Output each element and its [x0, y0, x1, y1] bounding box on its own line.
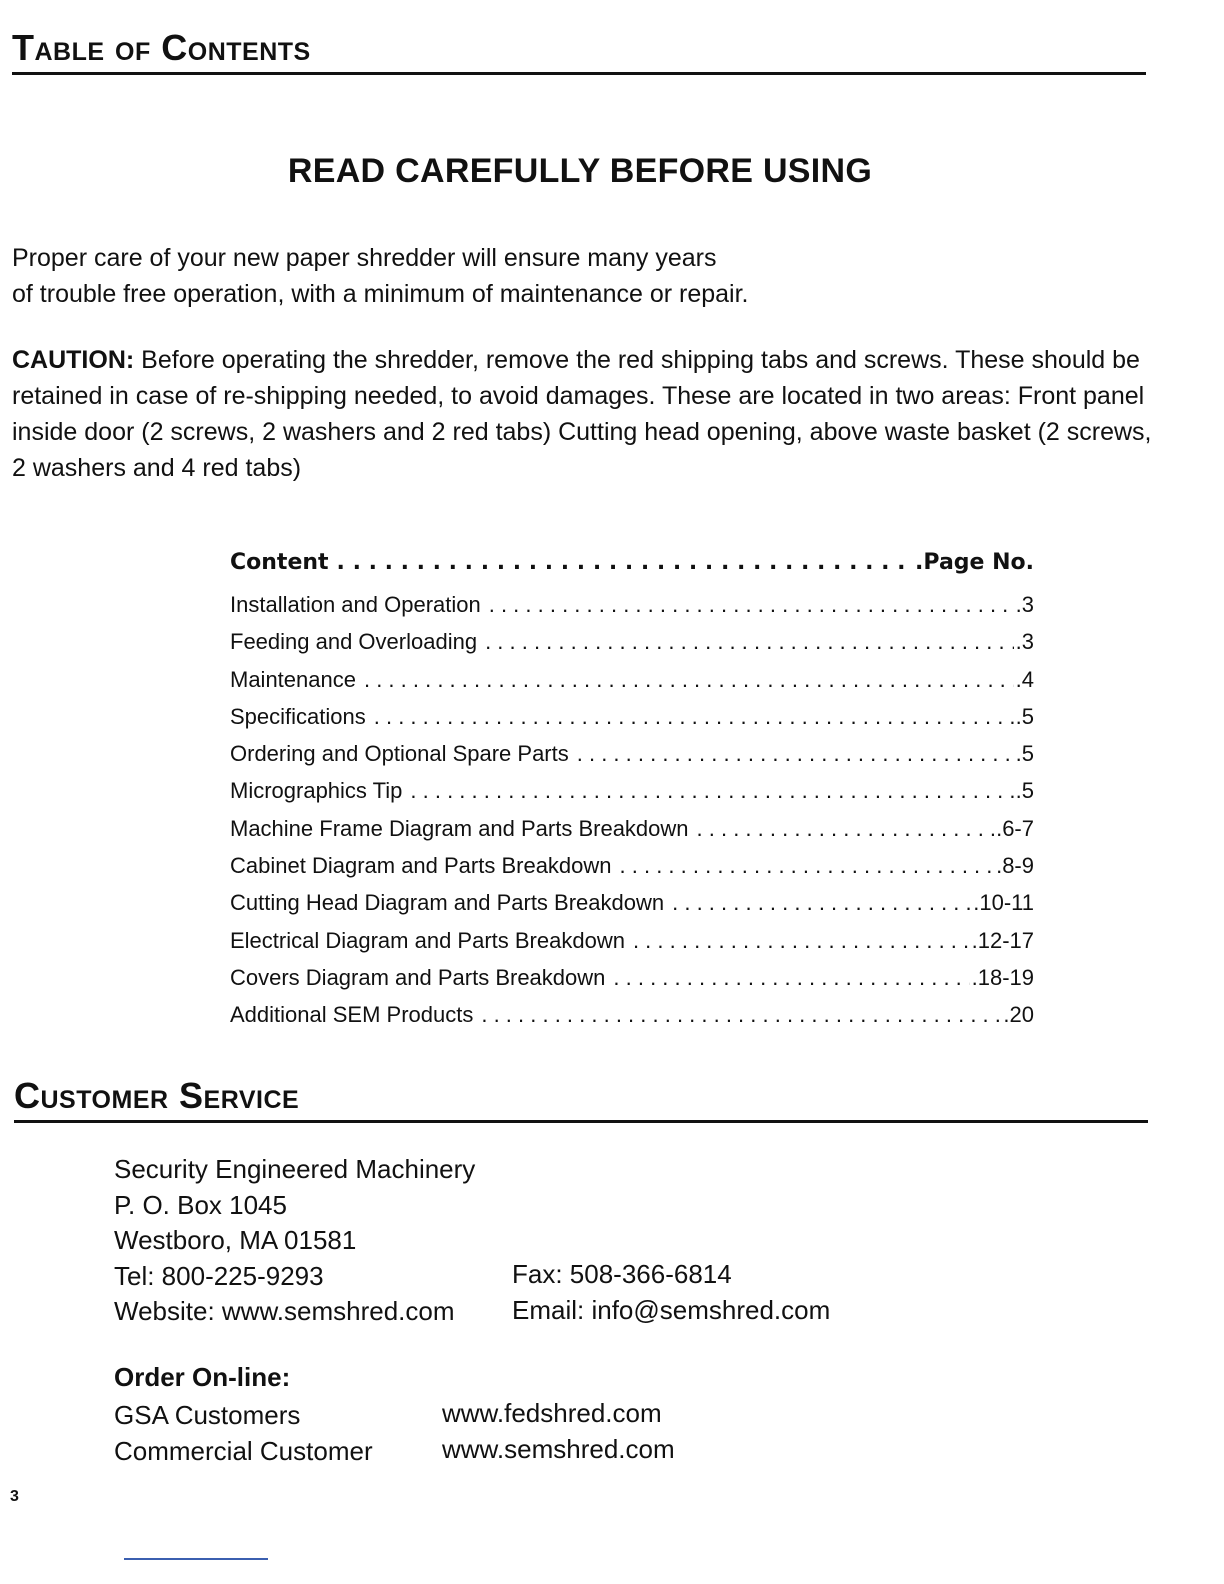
- toc-entry-label: Electrical Diagram and Parts Breakdown: [230, 927, 625, 953]
- toc-entry-page: .12-17: [971, 927, 1034, 953]
- email[interactable]: Email: info@semshred.com: [512, 1294, 831, 1325]
- caution-text: Before operating the shredder, remove the red shipping tabs and screws. These should be retained in case of re-shipping needed, to avoid damages. These are located in two areas: Front panel inside door (2 screws, 2 washers and 2 red tabs) Cutting head opening, above waste basket (2 screws, 2 washers and 4 red tabs): [12, 346, 1152, 482]
- toc-header-row: [230, 550, 1034, 592]
- notice-title: READ CAREFULLY BEFORE USING: [287, 152, 873, 190]
- toc-entry-label: Covers Diagram and Parts Breakdown: [230, 964, 606, 990]
- toc-entry[interactable]: [230, 816, 1034, 853]
- toc-entry-page: .4: [1015, 666, 1034, 692]
- toc-section-header: Table of Contents: [12, 30, 1146, 75]
- toc-entry-label: Micrographics Tip: [230, 778, 403, 804]
- toc-leader-dots: [613, 965, 969, 991]
- toc-leader-dots: [410, 778, 1013, 804]
- order-online-title: Order On-line:: [114, 1362, 291, 1392]
- po-box: P. O. Box 1045: [114, 1189, 287, 1220]
- intro-paragraph: [12, 240, 1112, 312]
- customer-service-header: Customer Service: [14, 1078, 1148, 1123]
- toc-leader-dots: [489, 592, 1014, 618]
- intro-line: of trouble free operation, with a minimum of maintenance or repair.: [12, 280, 749, 308]
- toc-entry[interactable]: [230, 890, 1034, 927]
- toc-entry[interactable]: [230, 741, 1034, 778]
- telephone: Tel: 800-225-9293: [114, 1260, 324, 1291]
- toc-leader-dots: [364, 667, 1014, 693]
- toc-leader-dots: [620, 853, 995, 879]
- toc-entry[interactable]: [230, 965, 1034, 1002]
- toc-leader-dots: [374, 704, 1014, 730]
- toc-entry[interactable]: [230, 928, 1034, 965]
- toc-entry-label: Machine Frame Diagram and Parts Breakdown: [230, 815, 689, 841]
- toc-leader-dots: [672, 890, 971, 916]
- toc-entry-page: .20: [1003, 1002, 1034, 1028]
- footer-rule: [124, 1558, 268, 1560]
- contact-block: [114, 1152, 475, 1330]
- city-state-zip: Westboro, MA 01581: [114, 1225, 357, 1255]
- toc-entry-page: .5: [1015, 778, 1034, 804]
- toc-entry-label: Installation and Operation: [230, 592, 481, 617]
- toc-entry-label: Additional SEM Products: [230, 1002, 474, 1028]
- table-of-contents: [230, 550, 1034, 1040]
- order-row-label: GSA Customers: [114, 1400, 301, 1430]
- order-row-url[interactable]: www.fedshred.com: [442, 1398, 662, 1428]
- toc-entry[interactable]: [230, 704, 1034, 741]
- toc-leader-dots: [337, 550, 914, 575]
- toc-entry-label: Specifications: [230, 703, 366, 729]
- caution-paragraph: [12, 342, 1152, 486]
- toc-entry-label: Ordering and Optional Spare Parts: [230, 741, 569, 767]
- caution-label: CAUTION:: [12, 346, 135, 374]
- toc-page-header: .Page No.: [915, 550, 1034, 575]
- toc-entry-label: Feeding and Overloading: [230, 629, 478, 655]
- order-row-label: Commercial Customer: [114, 1436, 373, 1466]
- toc-entry[interactable]: [230, 1002, 1034, 1039]
- toc-entry-label: Cutting Head Diagram and Parts Breakdown: [230, 890, 665, 916]
- toc-leader-dots: [485, 629, 1014, 655]
- toc-entry[interactable]: [230, 667, 1034, 704]
- company-name: Security Engineered Machinery: [114, 1154, 476, 1184]
- toc-entry-label: Cabinet Diagram and Parts Breakdown: [230, 853, 612, 879]
- toc-entry-page: .3: [1015, 592, 1034, 617]
- toc-entry[interactable]: [230, 778, 1034, 815]
- toc-entry-label: Maintenance: [230, 666, 356, 692]
- toc-entry-page: .6-7: [996, 815, 1034, 841]
- toc-entry-page: .10-11: [973, 890, 1034, 916]
- toc-leader-dots: [577, 741, 1014, 767]
- toc-leader-dots: [481, 1002, 1001, 1028]
- toc-content-header: Content: [230, 550, 329, 575]
- toc-leader-dots: [633, 928, 970, 954]
- toc-entry-page: .3: [1015, 629, 1034, 655]
- intro-line: Proper care of your new paper shredder will ensure many years: [12, 244, 717, 272]
- contact-column-2: [512, 1257, 830, 1328]
- toc-entry[interactable]: [230, 592, 1034, 629]
- website[interactable]: Website: www.semshred.com: [114, 1296, 455, 1326]
- toc-entry[interactable]: [230, 629, 1034, 666]
- toc-entry-page: .18-19: [971, 964, 1034, 990]
- toc-leader-dots: [697, 816, 995, 842]
- order-row-url[interactable]: www.semshred.com: [442, 1434, 675, 1464]
- toc-entry-page: .8-9: [996, 853, 1034, 879]
- toc-entry-page: .5: [1015, 741, 1034, 767]
- page-number: 3: [10, 1488, 19, 1505]
- fax: Fax: 508-366-6814: [512, 1259, 732, 1289]
- toc-entry-page: .5: [1015, 703, 1034, 729]
- toc-entry[interactable]: [230, 853, 1034, 890]
